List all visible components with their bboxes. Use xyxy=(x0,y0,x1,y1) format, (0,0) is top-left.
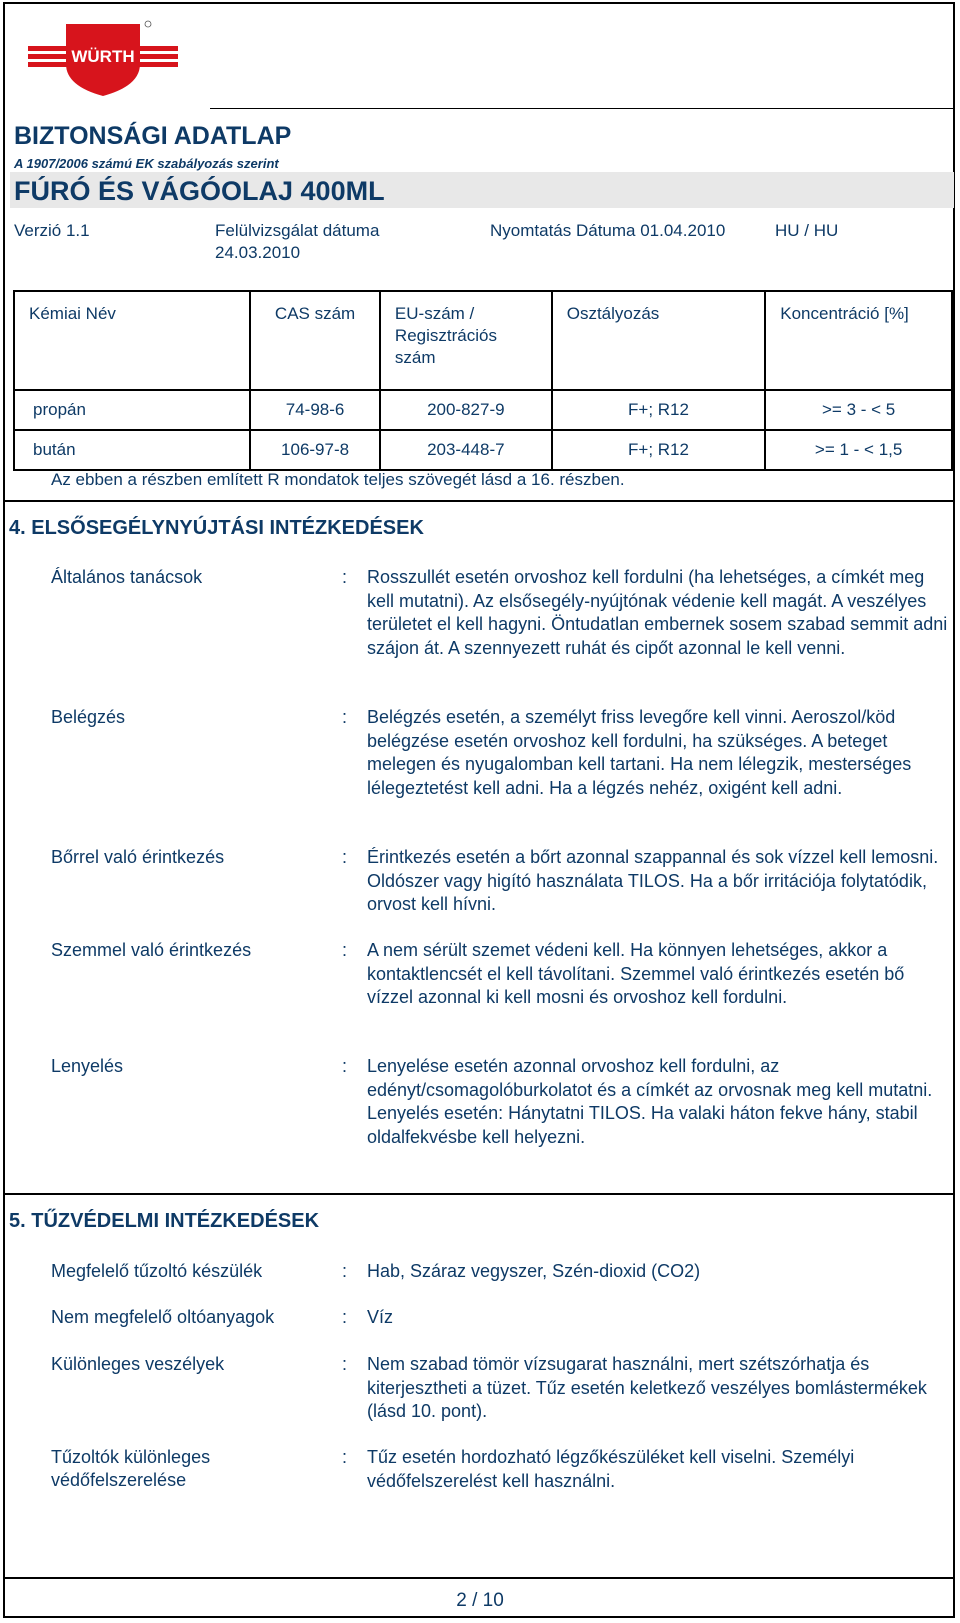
logo-text: WÜRTH xyxy=(71,47,135,66)
label-inhalation: Belégzés xyxy=(51,707,126,727)
value-special-hazards: Nem szabad tömör vízsugarat használni, mert szétszórhatja és kiterjesztheti a tüzet. Tűz esetén keletkező veszélyes bomlástermékek (lásd 10. pont). xyxy=(367,1354,927,1421)
cell-classification: F+; R12 xyxy=(552,430,766,470)
separator-colon: : xyxy=(342,707,348,727)
locale: HU / HU xyxy=(775,221,839,240)
table-row xyxy=(14,390,952,430)
section-divider xyxy=(3,500,955,502)
print-date: Nyomtatás Dátuma 01.04.2010 xyxy=(490,221,726,240)
label-suitable-extinguisher: Megfelelő tűzoltó készülék xyxy=(51,1261,263,1281)
cell-cas: 106-97-8 xyxy=(250,430,380,470)
section-4-title: 4. ELSŐSEGÉLYNYÚJTÁSI INTÉZKEDÉSEK xyxy=(9,517,424,539)
header-rule xyxy=(210,108,955,109)
header-concentration: Koncentráció [%] xyxy=(765,291,952,390)
label-special-hazards: Különleges veszélyek xyxy=(51,1354,225,1374)
separator-colon: : xyxy=(342,940,348,960)
table-header-row xyxy=(14,291,952,390)
separator-colon: : xyxy=(342,847,348,867)
footer-rule xyxy=(3,1577,955,1579)
cell-classification: F+; R12 xyxy=(552,390,766,430)
value-inhalation: Belégzés esetén, a személyt friss levegőre kell vinni. Aeroszol/köd belégzése esetén orvoshoz kell fordulni, ha szükséges. A beteget melegen és nyugalomban kell tartani. Ha nem lélegzik, mesterséges lélegeztetést kell adni. Ha a légzés nehéz, oxigént kell adni. xyxy=(367,707,912,798)
label-firefighter-equipment: Tűzoltók különleges védőfelszerelése xyxy=(51,1447,211,1490)
revision-block xyxy=(215,220,379,264)
value-firefighter-equipment: Tűz esetén hordozható légzőkészüléket kell viselni. Személyi védőfelszerelést kell használni. xyxy=(367,1447,855,1491)
section-divider xyxy=(3,1193,955,1195)
separator-colon: : xyxy=(342,1261,348,1281)
r-phrases-note: Az ebben a részben említett R mondatok teljes szövegét lásd a 16. részben. xyxy=(51,470,625,489)
label-unsuitable-media: Nem megfelelő oltóanyagok xyxy=(51,1307,275,1327)
cell-cas: 74-98-6 xyxy=(250,390,380,430)
document-title: BIZTONSÁGI ADATLAP xyxy=(14,122,292,150)
table-row xyxy=(14,430,952,470)
separator-colon: : xyxy=(342,1056,348,1076)
value-ingestion: Lenyelése esetén azonnal orvoshoz kell fordulni, az edényt/csomagolóburkolatot és a címkét az orvosnak meg kell mutatni. Lenyelés esetén: Hánytatni TILOS. Ha valaki háton fekve hány, stabil oldalfekvésbe kell helyezni. xyxy=(367,1056,933,1147)
section-5-title: 5. TŰZVÉDELMI INTÉZKEDÉSEK xyxy=(9,1210,320,1232)
separator-colon: : xyxy=(342,1447,348,1467)
header-eu-number: EU-szám / Regisztrációs szám xyxy=(380,291,552,390)
value-skin-contact: Érintkezés esetén a bőrt azonnal szappannal és sok vízzel kell lemosni. Oldószer vagy higító használata TILOS. Ha a bőr irritációja folytatódik, orvost kell hívni. xyxy=(367,847,939,914)
version: Verzió 1.1 xyxy=(14,221,90,240)
product-name: FÚRÓ ÉS VÁGÓOLAJ 400ML xyxy=(14,176,385,206)
value-unsuitable-media: Víz xyxy=(367,1307,394,1327)
page-number: 2 / 10 xyxy=(456,1590,504,1611)
cell-concentration: >= 1 - < 1,5 xyxy=(765,430,952,470)
cell-name: bután xyxy=(14,430,250,470)
label-eye-contact: Szemmel való érintkezés xyxy=(51,940,252,960)
header-classification: Osztályozás xyxy=(552,291,766,390)
revision-date: 24.03.2010 xyxy=(215,243,301,262)
separator-colon: : xyxy=(342,1307,348,1327)
regulation-subtitle: A 1907/2006 számú EK szabályozás szerint xyxy=(14,156,279,171)
cell-eu: 200-827-9 xyxy=(380,390,552,430)
wurth-logo xyxy=(28,20,178,98)
separator-colon: : xyxy=(342,567,348,587)
cell-concentration: >= 3 - < 5 xyxy=(765,390,952,430)
composition-table xyxy=(13,290,953,471)
header-cas: CAS szám xyxy=(250,291,380,390)
value-eye-contact: A nem sérült szemet védeni kell. Ha könnyen lehetséges, akkor a kontaktlencsét el kell távolítani. Szemmel való érintkezés esetén bő vízzel azonnal ki kell mosni és orvoshoz kell fordulni. xyxy=(367,940,905,1007)
label-skin-contact: Bőrrel való érintkezés xyxy=(51,847,225,867)
separator-colon: : xyxy=(342,1354,348,1374)
value-suitable-extinguisher: Hab, Száraz vegyszer, Szén-dioxid (CO2) xyxy=(367,1261,701,1281)
label-ingestion: Lenyelés xyxy=(51,1056,124,1076)
revision-label: Felülvizsgálat dátuma xyxy=(215,221,380,240)
cell-eu: 203-448-7 xyxy=(380,430,552,470)
header-chemical-name: Kémiai Név xyxy=(14,291,250,390)
value-general-advice: Rosszullét esetén orvoshoz kell fordulni (ha lehetséges, a címkét meg kell mutatni). Az elsősegély-nyújtónak védenie kell magát. A veszélyes területet el kell hagyni. Öntudatlan embernek sosem szabad semmit adni szájon át. A szennyezett ruhát és cipőt azonnal le kell venni. xyxy=(367,567,948,658)
label-general-advice: Általános tanácsok xyxy=(51,567,203,587)
cell-name: propán xyxy=(14,390,250,430)
